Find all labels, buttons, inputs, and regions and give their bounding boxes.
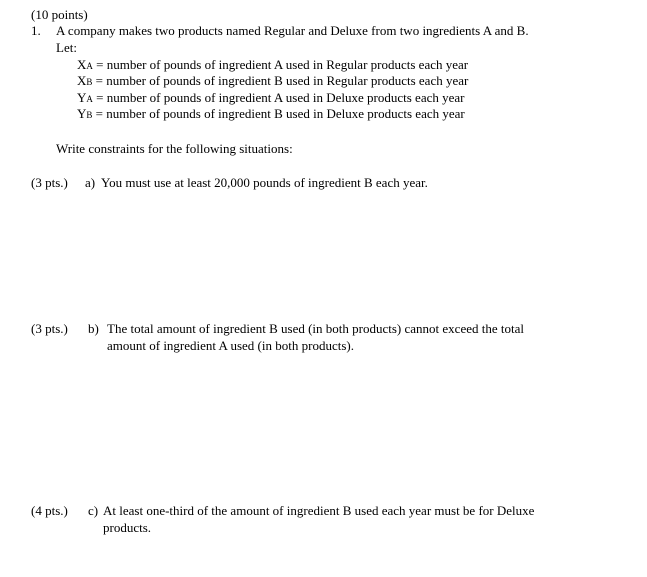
- variable-subscript: A: [86, 94, 93, 104]
- part-a-text: You must use at least 20,000 pounds of ingredient B each year.: [101, 175, 428, 190]
- instruction-text: Write constraints for the following situations:: [56, 141, 293, 156]
- variable-definition-text: = number of pounds of ingredient B used in Deluxe products each year: [92, 106, 465, 121]
- part-b-text-line-1: The total amount of ingredient B used (in both products) cannot exceed the total: [107, 321, 524, 336]
- variable-subscript: A: [86, 61, 93, 71]
- part-a-points: (3 pts.): [31, 175, 68, 190]
- variable-definition-xa: [77, 57, 468, 74]
- variable-definition-ya: [77, 90, 465, 107]
- part-c-text-line-2: products.: [103, 520, 152, 535]
- variable-letter: Y: [77, 106, 87, 121]
- variable-subscript: B: [86, 77, 93, 87]
- variable-letter: X: [77, 57, 87, 72]
- variable-definition-xb: [77, 73, 468, 90]
- variable-definition-text: = number of pounds of ingredient A used in Deluxe products each year: [92, 90, 465, 105]
- let-label: Let:: [56, 40, 77, 55]
- part-b-label: b): [88, 321, 99, 336]
- variable-letter: X: [77, 73, 87, 88]
- part-c-label: c): [88, 503, 99, 518]
- part-b-points: (3 pts.): [31, 321, 68, 336]
- problem-number: 1.: [31, 23, 41, 38]
- part-b-text-line-2: amount of ingredient A used (in both products).: [107, 338, 354, 353]
- problem-statement: A company makes two products named Regular and Deluxe from two ingredients A and B.: [56, 23, 529, 38]
- variable-definition-yb: [77, 106, 465, 123]
- variable-subscript: B: [86, 110, 93, 120]
- variable-letter: Y: [77, 90, 87, 105]
- variable-definition-text: = number of pounds of ingredient B used in Regular products each year: [92, 73, 469, 88]
- variable-definition-text: = number of pounds of ingredient A used in Regular products each year: [92, 57, 469, 72]
- points-header: (10 points): [31, 7, 88, 22]
- part-c-text-line-1: At least one-third of the amount of ingredient B used each year must be for Deluxe: [103, 503, 535, 518]
- part-a-label: a): [85, 175, 96, 190]
- part-c-points: (4 pts.): [31, 503, 68, 518]
